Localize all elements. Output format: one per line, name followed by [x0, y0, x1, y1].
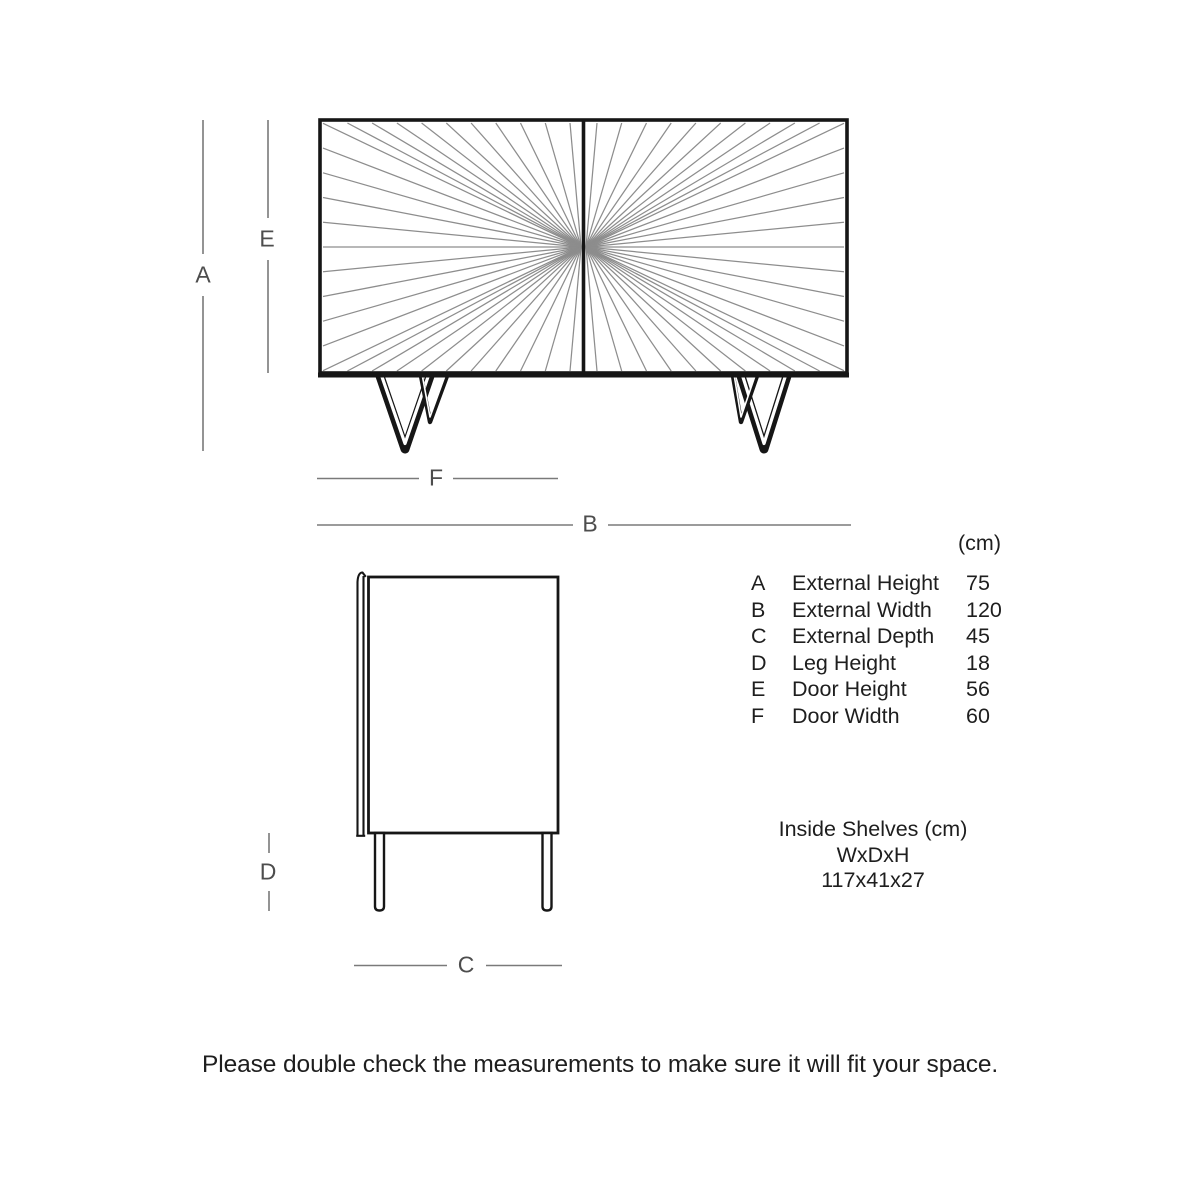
dim-label-e: E — [259, 225, 275, 252]
sunburst-ray — [586, 247, 844, 297]
sunburst-ray — [323, 148, 581, 247]
sunburst-ray — [323, 123, 581, 247]
sunburst-ray — [586, 123, 770, 247]
spec-table — [751, 570, 1026, 729]
sunburst-ray — [323, 247, 581, 297]
side-leg-front — [375, 833, 384, 911]
row-label: External Width — [792, 597, 932, 622]
sunburst-ray — [586, 173, 844, 247]
sunburst-ray — [323, 198, 581, 248]
side-view — [356, 573, 558, 911]
row-label: Leg Height — [792, 650, 896, 675]
sunburst-ray — [446, 247, 581, 371]
row-key: E — [751, 677, 766, 701]
sunburst-ray — [323, 247, 581, 321]
dim-label-c: C — [457, 951, 475, 978]
row-value: 18 — [966, 650, 990, 675]
row-key: B — [751, 597, 766, 622]
row-label: Door Width — [792, 703, 900, 728]
sunburst-ray — [471, 247, 581, 371]
front-view — [318, 120, 849, 449]
sunburst-ray — [471, 123, 581, 247]
dim-label-a: A — [195, 261, 211, 288]
sunburst-right-door — [586, 123, 844, 371]
side-leg-back — [543, 833, 552, 911]
row-value: 75 — [966, 571, 990, 595]
sunburst-ray — [586, 123, 745, 247]
sunburst-ray — [586, 247, 844, 371]
sunburst-ray — [323, 173, 581, 247]
sunburst-ray — [586, 247, 696, 371]
side-door-edge — [358, 573, 366, 837]
sunburst-ray — [586, 247, 745, 371]
table-row — [751, 597, 1026, 624]
shelves-title: Inside Shelves (cm) — [778, 817, 968, 841]
sunburst-ray — [586, 247, 721, 371]
sunburst-ray — [586, 123, 721, 247]
sunburst-ray — [586, 123, 671, 247]
dim-label-b: B — [582, 510, 598, 537]
units-header: (cm) — [958, 531, 1001, 555]
row-key: D — [751, 650, 767, 675]
sunburst-ray — [586, 148, 844, 247]
row-value: 45 — [966, 624, 990, 648]
sunburst-ray — [372, 247, 581, 371]
row-key: A — [751, 571, 766, 595]
row-label: External Depth — [792, 624, 935, 648]
sunburst-ray — [422, 247, 581, 371]
table-row — [751, 676, 1026, 703]
shelves-dimensions: 117x41x27 — [821, 868, 925, 892]
sunburst-ray — [422, 123, 581, 247]
table-row — [751, 570, 1026, 597]
hairpin-leg-right — [733, 373, 787, 450]
sunburst-ray — [586, 247, 795, 371]
dim-label-f: F — [428, 464, 444, 491]
table-row — [751, 623, 1026, 650]
hairpin-leg-left — [380, 373, 447, 450]
shelves-format: WxDxH — [836, 842, 910, 867]
sunburst-ray — [496, 247, 581, 371]
sunburst-ray — [397, 123, 581, 247]
sunburst-ray — [586, 247, 671, 371]
row-label: Door Height — [792, 677, 907, 701]
sunburst-ray — [586, 198, 844, 248]
sunburst-ray — [586, 247, 770, 371]
dim-label-d: D — [259, 858, 277, 885]
row-value: 56 — [966, 677, 990, 701]
sunburst-ray — [372, 123, 581, 247]
row-key: F — [751, 703, 765, 728]
table-row — [751, 703, 1026, 730]
sunburst-left-door — [323, 123, 581, 371]
sunburst-ray — [586, 123, 795, 247]
sunburst-ray — [323, 247, 581, 346]
row-value: 120 — [966, 597, 1002, 622]
sunburst-ray — [323, 247, 581, 371]
measurement-disclaimer: Please double check the measurements to make sure it will fit your space. — [202, 1051, 999, 1078]
sunburst-ray — [446, 123, 581, 247]
inside-shelves-note — [758, 817, 988, 894]
row-value: 60 — [966, 703, 990, 728]
side-body-outline — [369, 577, 559, 833]
sunburst-ray — [397, 247, 581, 371]
row-label: External Height — [792, 571, 939, 595]
sunburst-ray — [586, 123, 844, 247]
sunburst-ray — [586, 247, 844, 321]
sunburst-ray — [586, 247, 844, 346]
row-key: C — [751, 624, 767, 648]
sunburst-ray — [496, 123, 581, 247]
sunburst-ray — [586, 123, 696, 247]
table-row — [751, 650, 1026, 677]
